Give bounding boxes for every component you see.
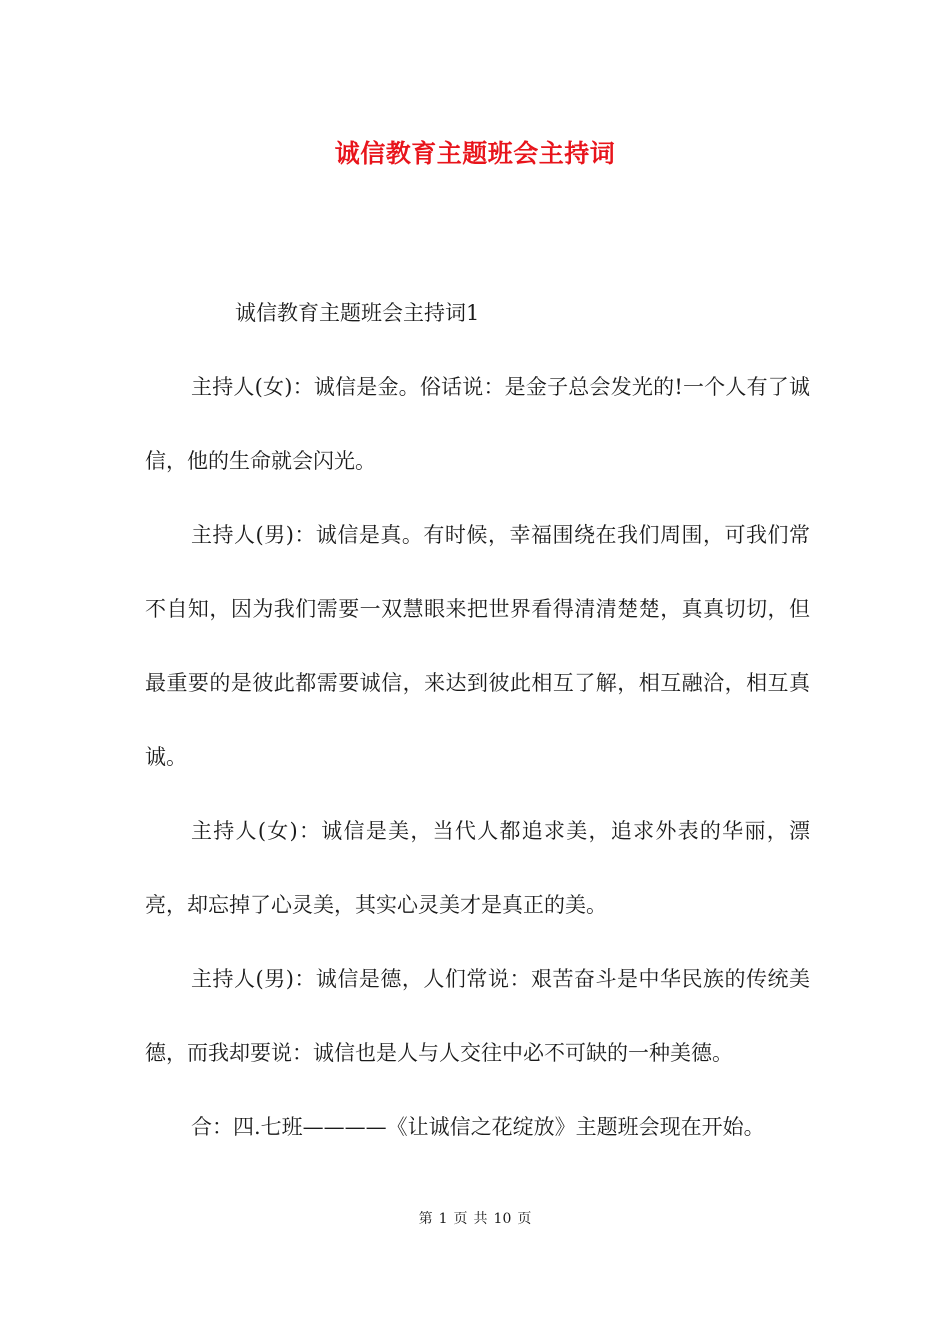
footer-page-word: 页 bbox=[453, 1211, 468, 1227]
footer-total-pages: 10 bbox=[493, 1211, 512, 1227]
document-body bbox=[145, 276, 810, 1164]
paragraph: 主持人(男)：诚信是德，人们常说：艰苦奋斗是中华民族的传统美德，而我却要说：诚信也是人与人交往中必不可缺的一种美德。 bbox=[145, 967, 810, 1065]
paragraph: 主持人(男)：诚信是真。有时候，幸福围绕在我们周围，可我们常不自知，因为我们需要一双慧眼来把世界看得清清楚楚，真真切切，但最重要的是彼此都需要诚信，来达到彼此相互了解，相互融洽，相互真诚。 bbox=[145, 523, 810, 769]
paragraph: 主持人(女)：诚信是金。俗话说：是金子总会发光的!一个人有了诚信，他的生命就会闪光。 bbox=[145, 375, 810, 473]
paragraph: 主持人(女)：诚信是美，当代人都追求美，追求外表的华丽，漂亮，却忘掉了心灵美，其实心灵美才是真正的美。 bbox=[145, 819, 810, 917]
section-subheading: 诚信教育主题班会主持词1 bbox=[235, 301, 480, 325]
page-footer bbox=[0, 1209, 950, 1229]
footer-prefix: 第 bbox=[418, 1211, 433, 1227]
paragraph: 合：四.七班————《让诚信之花绽放》主题班会现在开始。 bbox=[191, 1115, 765, 1139]
footer-total-prefix: 共 bbox=[473, 1211, 488, 1227]
footer-current-page: 1 bbox=[438, 1211, 448, 1227]
document-title: 诚信教育主题班会主持词 bbox=[334, 139, 616, 168]
footer-suffix: 页 bbox=[517, 1211, 532, 1227]
